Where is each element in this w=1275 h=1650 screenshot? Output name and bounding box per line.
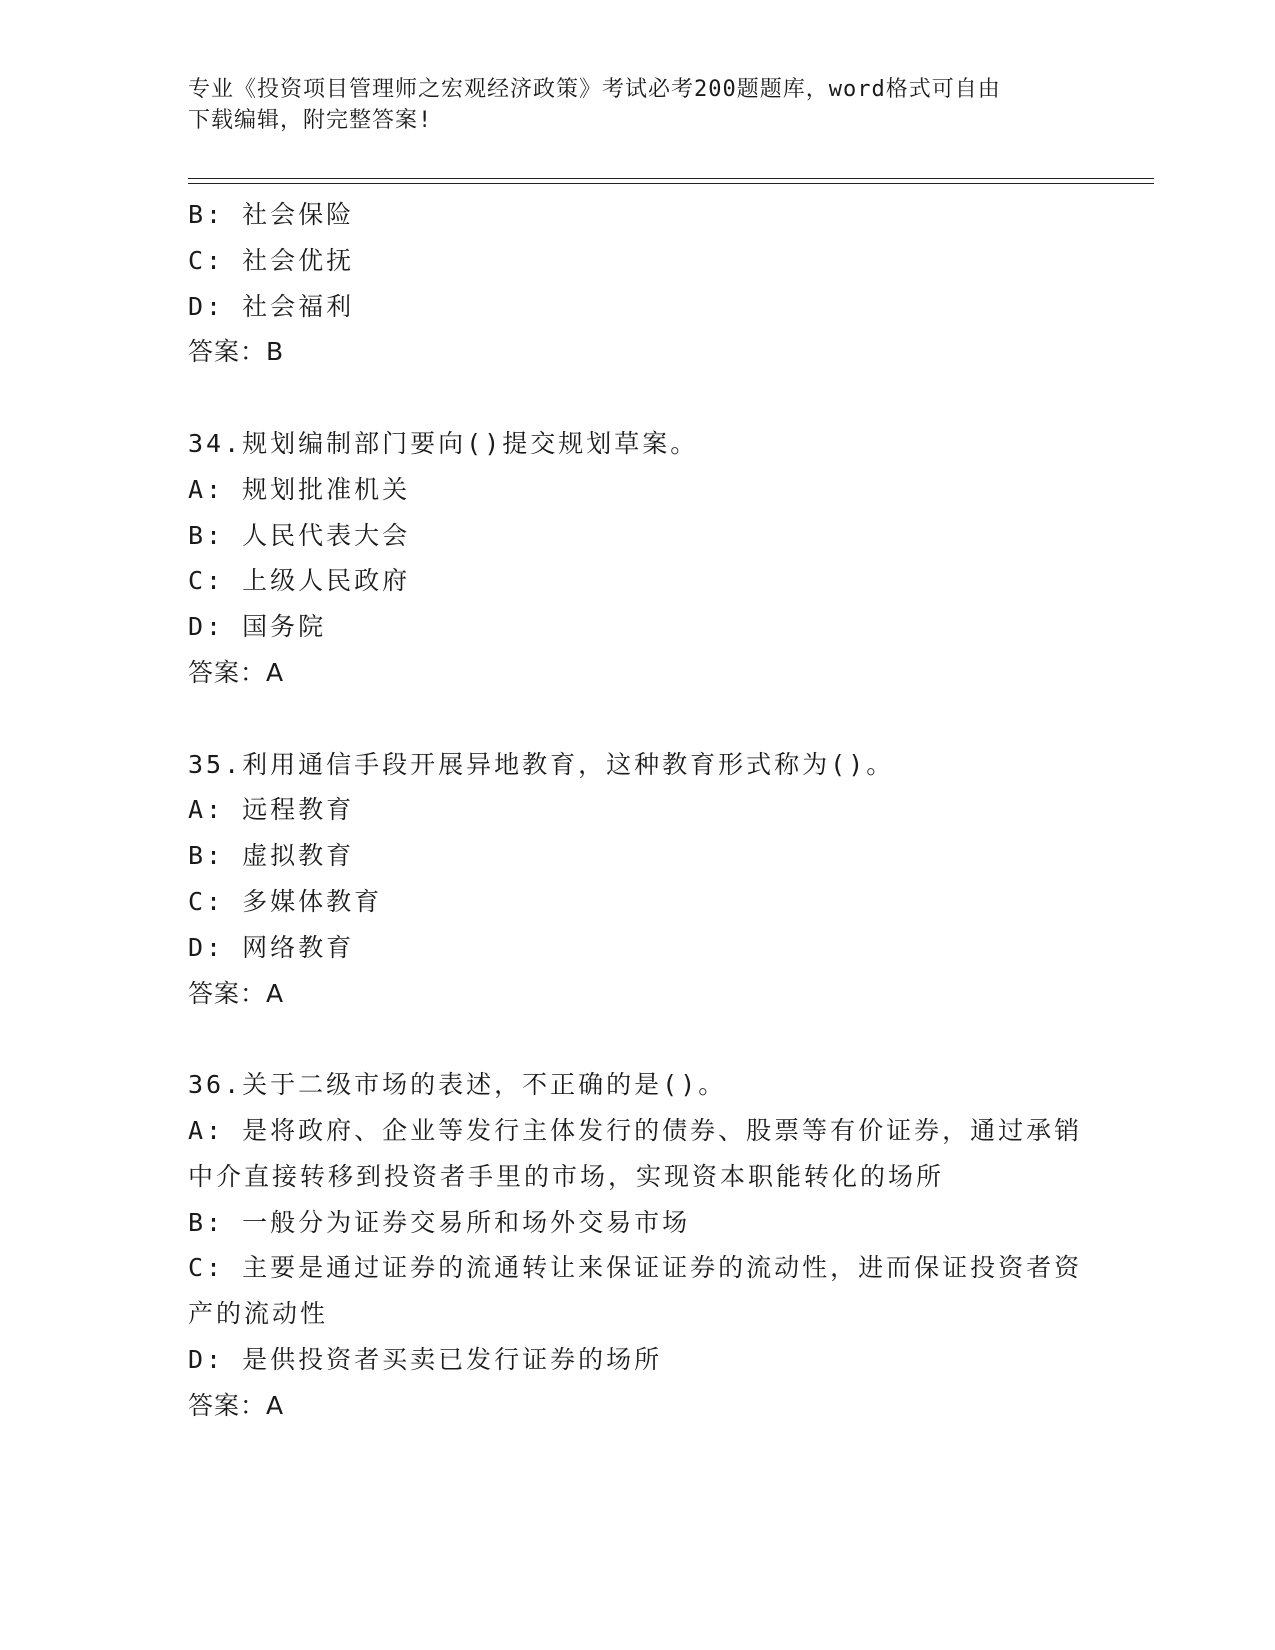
option-d: D: 网络教育 xyxy=(188,932,355,962)
option-c: C: 社会优抚 xyxy=(188,245,355,275)
option-d: D: 国务院 xyxy=(188,612,327,642)
option-b: B: 人民代表大会 xyxy=(188,520,411,550)
question-35 xyxy=(188,742,1088,1017)
option-b: B: 一般分为证券交易所和场外交易市场 xyxy=(188,1207,691,1237)
question-33-continued xyxy=(188,192,1088,375)
answer: 答案：A xyxy=(188,657,285,687)
header-divider-bottom xyxy=(188,183,1154,184)
question-34 xyxy=(188,421,1088,696)
header-title-line-1: 专业《投资项目管理师之宏观经济政策》考试必考200题题库，word格式可自由 xyxy=(188,77,1001,102)
spacer xyxy=(188,375,1088,421)
option-d: D: 社会福利 xyxy=(188,291,355,321)
spacer xyxy=(188,696,1088,742)
header-divider-top xyxy=(188,178,1154,179)
option-a: A: 远程教育 xyxy=(188,795,355,825)
question-list xyxy=(188,192,1088,1429)
page-header xyxy=(188,74,1088,136)
option-b: B: 社会保险 xyxy=(188,200,355,229)
question-text: 36.关于二级市场的表述，不正确的是()。 xyxy=(188,1070,727,1100)
option-b: B: 虚拟教育 xyxy=(188,841,355,871)
option-a: A: 是将政府、企业等发行主体发行的债券、股票等有价证券，通过承销中介直接转移到投资者手里的市场，实现资本职能转化的场所 xyxy=(188,1115,1083,1191)
question-text: 34.规划编制部门要向()提交规划草案。 xyxy=(188,428,699,458)
header-title-line-2: 下载编辑，附完整答案! xyxy=(188,108,433,133)
option-a: A: 规划批准机关 xyxy=(188,474,411,504)
answer: 答案：B xyxy=(188,337,285,367)
option-c: C: 上级人民政府 xyxy=(188,566,411,596)
answer: 答案：A xyxy=(188,978,285,1008)
option-c: C: 主要是通过证券的流通转让来保证证券的流动性，进而保证投资者资产的流动性 xyxy=(188,1253,1083,1329)
option-d: D: 是供投资者买卖已发行证券的场所 xyxy=(188,1344,663,1374)
question-text: 35.利用通信手段开展异地教育，这种教育形式称为()。 xyxy=(188,749,895,779)
option-c: C: 多媒体教育 xyxy=(188,886,383,916)
answer: 答案：A xyxy=(188,1390,285,1420)
spacer xyxy=(188,1016,1088,1062)
question-36 xyxy=(188,1062,1088,1428)
